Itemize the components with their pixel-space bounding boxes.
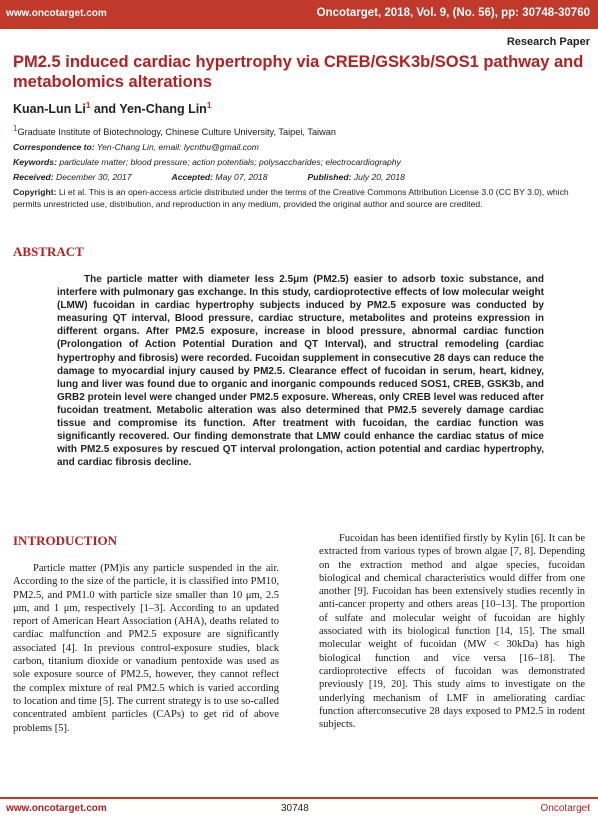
author-list bbox=[13, 101, 211, 116]
journal-header-bar bbox=[0, 0, 598, 29]
copyright-text: Li et al. This is an open-access article distributed under the terms of the Creative Commons Attribution License 3.0 (CC BY 3.0), which permits unrestricted use, distribution, and reproduction in any medium, provided the original author and source are credited. bbox=[13, 187, 569, 209]
introduction-paragraph-right: Fucoidan has been identified firstly by Kylin [6]. It can be extracted from various types of brown algae [7, 8]. Depending on the extraction method and algae species, fucoidan biological and chemical characteristics would differ from one another [9]. Fucoidan has been extensively studies recently in anti-cancer property and others areas [10–13]. The proportion of sulfate and molecular weight of fucoidan are highly associated with its biological function [14, 15]. The small molecular weight of fucoidan (MW < 30kDa) has high biological function and vice versa [16–18]. The cardioprotective effects of fucoidan was demonstrated previously [19, 20]. This study aims to investigate on the underlying mechanism of LMF in ameliorating cardiac function afterconsecutive 28 days exposed to PM2.5 in rodent subjects. bbox=[319, 533, 585, 731]
affiliation bbox=[13, 123, 588, 138]
abstract-heading: ABSTRACT bbox=[13, 244, 84, 259]
received-date: December 30, 2017 bbox=[53, 172, 132, 182]
keywords-label: Keywords: bbox=[13, 157, 57, 167]
published-date: July 20, 2018 bbox=[351, 172, 405, 182]
footer-site-link[interactable]: www.oncotarget.com bbox=[6, 803, 107, 814]
accepted-date: May 07, 2018 bbox=[213, 172, 268, 182]
author-first-affil-marker: 1 bbox=[85, 101, 91, 110]
author-second-affil-marker: 1 bbox=[206, 101, 212, 110]
copyright-notice bbox=[13, 186, 588, 210]
keywords-text: particulate matter; blood pressure; action potentials; polysaccharides; electrocardiography bbox=[56, 157, 401, 167]
accepted-label: Accepted: bbox=[171, 172, 214, 182]
affiliation-text: Graduate Institute of Biotechnology, Chinese Culture University, Taipei, Taiwan bbox=[17, 127, 336, 138]
copyright-label: Copyright: bbox=[13, 187, 57, 197]
correspondence-text[interactable]: Yen-Chang Lin, email: lycnthu@gmail.com bbox=[94, 142, 259, 152]
abstract-text: The particle matter with diameter less 2.5μm (PM2.5) easier to adsorb toxic substance, and interfere with pulmonary gas exchange. In this study, cardioprotective effects of low molecular weight (LMW) fucoidan in cardiac hypertrophy subjects induced by PM2.5 exposure was conducted by measuring QT interval, Blood pressure, cardiac structure, metabolites and proteins expression in different organs. After PM2.5 exposure, increase in blood pressure, abnormal cardiac function (Prolongation of Action Potential Duration and QT Interval), and structral remodeling (cardiac hypertrophy and fibrosis) were recorded. Fucoidan supplement in consecutive 28 days can reduce the damage to myocardial injury caused by PM2.5. Clearance effect of fucoidan in serum, heart, kidney, lung and liver was found due to organic and inorganic compounds reduced SOS1, CREB, GSK3b, and GRB2 protein level were changed under PM2.5 exposure. Whereas, only CREB level was reduced after fucoidan treatment. Metabolic alteration was also determined that PM2.5 severely damage cardiac tissue and compromise its function. After treatment with fucoidan, the cardiac function was significantly recovered. Our finding demonstrate that LMW could enhance the cardiac status of mice with PM2.5 exposures by rescued QT interval prolongation, action potential and cardiac hypertrophy, and cardiac fibrosis decline. bbox=[57, 274, 544, 469]
affiliation-marker: 1 bbox=[13, 124, 18, 133]
author-first: Kuan-Lun Li bbox=[13, 102, 86, 117]
author-separator: and bbox=[90, 102, 120, 117]
footer-divider bbox=[0, 797, 598, 799]
header-journal-citation: Oncotarget, 2018, Vol. 9, (No. 56), pp: 30748-30760 bbox=[316, 7, 590, 19]
received-label: Received: bbox=[13, 172, 54, 182]
publication-dates bbox=[13, 171, 588, 183]
footer-page-number: 30748 bbox=[281, 803, 309, 814]
introduction-paragraph-left: Particle matter (PM)is any particle suspended in the air. According to the size of the particle, it is classified into PM10, PM2.5, and PM1.0 with particle size smaller than 10 μm, 2.5 μm, and 1 μm, respectively [1–3]. According to an updated report of American Heart Association (AHA), deaths related to cardiac malfunction and PM2.5 exposure are significantly associated [4]. In previous control-exposure studies, black carbon, titanium dioxide or vanadium pentoxide was used as sole exposure source of PM2.5, however, they cannot reflect the complex mixture of real PM2.5 which is varied according to location and time [5]. The current strategy is to use so-called concentrated ambient particles (CAPs) to get rid of above problems [5]. bbox=[13, 563, 279, 734]
correspondence bbox=[13, 141, 588, 153]
paper-type-label: Research Paper bbox=[506, 36, 590, 48]
footer-journal-name: Oncotarget bbox=[540, 803, 590, 814]
header-site-link[interactable]: www.oncotarget.com bbox=[6, 8, 107, 19]
paper-title: PM2.5 induced cardiac hypertrophy via CREB/GSK3b/SOS1 pathway and metabolomics alterations bbox=[13, 53, 584, 91]
author-second: Yen-Chang Lin bbox=[119, 102, 207, 117]
introduction-heading: INTRODUCTION bbox=[13, 533, 118, 548]
correspondence-label: Correspondence to: bbox=[13, 142, 95, 152]
keywords bbox=[13, 156, 588, 168]
published-label: Published: bbox=[307, 172, 352, 182]
